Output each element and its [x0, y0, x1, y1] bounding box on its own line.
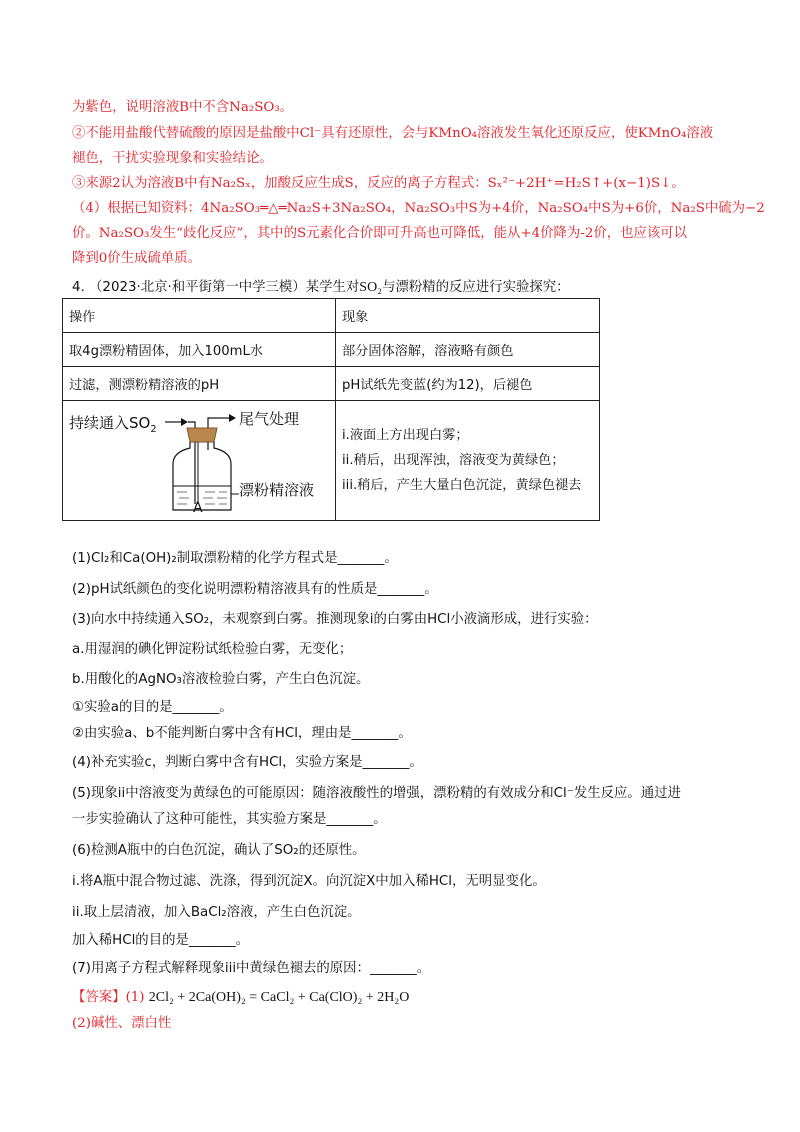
so2-formula: SO₂	[359, 280, 383, 295]
answer-text-line: 为紫色，说明溶液B中不含Na₂SO₃。	[72, 100, 294, 115]
sub-question: (5)现象ii中溶液变为黄绿色的可能原因：随溶液酸性的增强，漂粉精的有效成分和Cl⁻发生反应。通过进	[72, 786, 681, 801]
sub-question: 加入稀HCl的目的是_______。	[72, 933, 250, 948]
answer-text-line: 价。Na₂SO₃发生“歧化反应”，其中的S元素化合价即可升高也可降低，能从+4价降为-2价，也应该可以	[72, 226, 688, 241]
table-header-row	[63, 299, 600, 333]
table-header-cell: 现象	[336, 299, 600, 333]
table-row-apparatus	[63, 401, 600, 521]
table-cell: 取4g漂粉精固体，加入100mL水	[63, 333, 336, 367]
sub-question: b.用酸化的AgNO₃溶液检验白雾，产生白色沉淀。	[72, 672, 370, 687]
table-header-cell: 操作	[63, 299, 336, 333]
sub-question: 一步实验确认了这种可能性，其实验方案是_______。	[72, 812, 387, 827]
sub-question: (7)用离子方程式解释现象iii中黄绿色褪去的原因：_______。	[72, 961, 431, 976]
answer-text-line: ③来源2认为溶液B中有Na₂Sₓ，加酸反应生成S，反应的离子方程式：Sₓ²⁻+2H⁺=H₂S↑+(x−1)S↓。	[72, 176, 685, 191]
table-row	[63, 333, 600, 367]
sub-question: i.将A瓶中混合物过滤、洗涤，得到沉淀X。向沉淀X中加入稀HCl，无明显变化。	[72, 874, 546, 889]
apparatus-cell	[63, 401, 336, 521]
answer-text-line: 褪色，干扰实验现象和实验结论。	[72, 151, 273, 166]
sub-question: a.用湿润的碘化钾淀粉试纸检验白雾，无变化；	[72, 642, 353, 657]
phenomenon-item: i.液面上方出现白雾；	[342, 428, 469, 443]
table-cell: pH试纸先变蓝(约为12)，后褪色	[336, 367, 600, 401]
solution-label: 漂粉精溶液	[239, 480, 315, 499]
sub-question: ii.取上层清液，加入BaCl₂溶液，产生白色沉淀。	[72, 905, 361, 920]
table-row	[63, 367, 600, 401]
answer-text-line: ②不能用盐酸代替硫酸的原因是盐酸中Cl⁻具有还原性，会与KMnO₄溶液发生氧化还原反应，使KMnO₄溶液	[72, 126, 714, 141]
table-cell: 部分固体溶解，溶液略有颜色	[336, 333, 600, 367]
phenomenon-item: iii.稍后，产生大量白色沉淀，黄绿色褪去	[342, 478, 582, 493]
sub-question: ①实验a的目的是_______。	[72, 700, 233, 715]
gas-bottle-diagram	[63, 402, 333, 520]
sub-question: (6)检测A瓶中的白色沉淀，确认了SO₂的还原性。	[72, 843, 366, 858]
phenomena-cell	[336, 401, 600, 521]
experiment-table	[62, 298, 600, 521]
question-header	[72, 276, 570, 296]
answer-line: (2)碱性、漂白性	[72, 1016, 172, 1031]
flask-label: A	[193, 499, 203, 516]
answer-number: (1)	[125, 990, 145, 1005]
sub-question: (2)pH试纸颜色的变化说明漂粉精溶液具有的性质是_______。	[72, 582, 438, 597]
question-source: （2023·北京·和平街第一中学三模）某学生对	[89, 280, 360, 295]
exhaust-label: 尾气处理	[239, 409, 300, 428]
gas-inlet-label: 持续通入$SO_2$	[69, 413, 157, 435]
phenomenon-item: ii.稍后，出现浑浊，溶液变为黄绿色；	[342, 453, 565, 468]
answer-text-line: （4）根据已知资料：4Na₂SO₃═△═Na₂S+3Na₂SO₄，Na₂SO₃中S为+4价，Na₂SO₄中S为+6价，Na₂S中硫为−2	[72, 201, 765, 216]
sub-question: (3)向水中持续通入SO₂，未观察到白雾。推测现象i的白雾由HCl小液滴形成，进行实验：	[72, 612, 598, 627]
sub-question: ②由实验a、b不能判断白雾中含有HCl，理由是_______。	[72, 726, 412, 741]
table-cell: 过滤，测漂粉精溶液的pH	[63, 367, 336, 401]
answer-label: 【答案】	[72, 990, 126, 1005]
sub-question: (4)补充实验c，判断白雾中含有HCl，实验方案是_______。	[72, 755, 423, 770]
answer-equation: 2Cl₂ + 2Ca(OH)₂ = CaCl₂ + Ca(ClO)₂ + 2H₂O	[148, 990, 410, 1005]
answer-line	[72, 986, 409, 1006]
question-number: 4.	[72, 280, 85, 295]
answer-text-line: 降到0价生成硫单质。	[72, 251, 202, 266]
question-intro: 与漂粉精的反应进行实验探究：	[382, 280, 570, 295]
sub-question: (1)Cl₂和Ca(OH)₂制取漂粉精的化学方程式是_______。	[72, 551, 398, 566]
